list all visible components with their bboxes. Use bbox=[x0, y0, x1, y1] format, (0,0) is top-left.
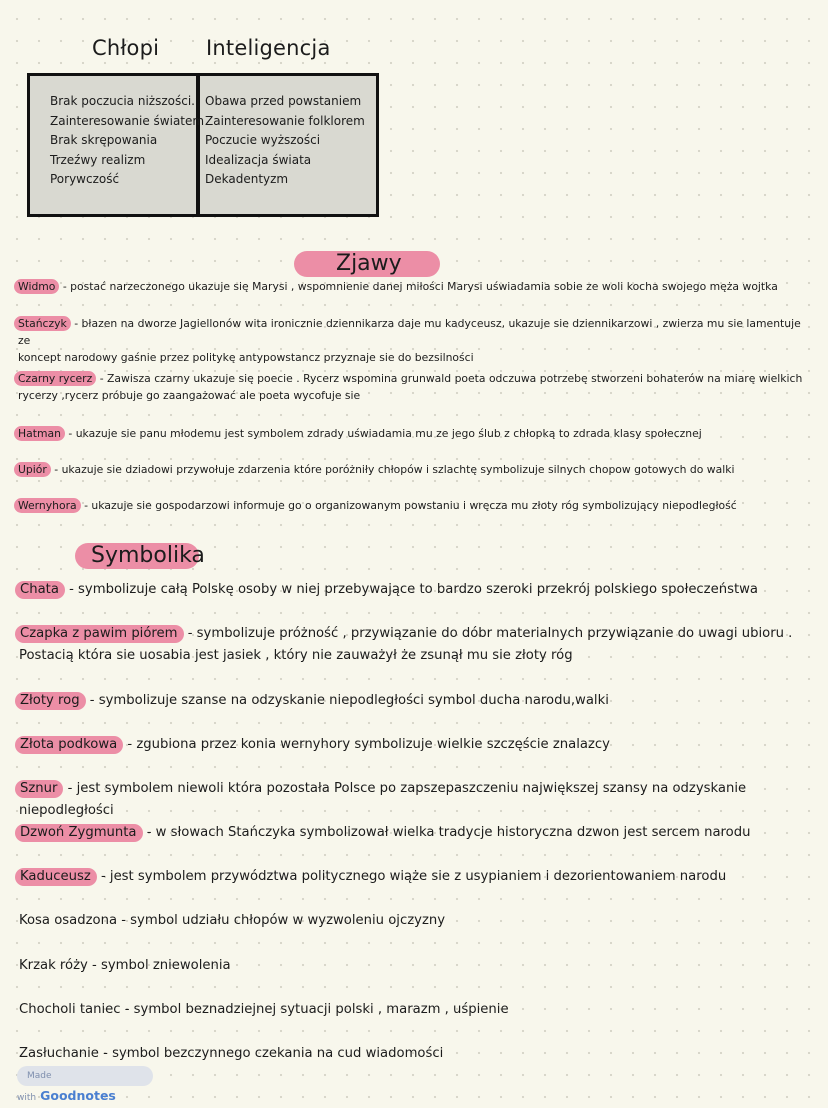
term-description: - błazen na dworze Jagiellonów wita ironicznie dziennikarza daje mu kadyceusz, ukazuje sie dziennikarzowi , zwierza mu sie lamentuje ze bbox=[18, 317, 801, 347]
term-name: Krzak róży bbox=[19, 958, 88, 973]
section-title-symbolika: Symbolika bbox=[75, 543, 199, 569]
heading-inteligencja: Inteligencja bbox=[206, 36, 331, 60]
list-item bbox=[19, 1043, 819, 1065]
table-cell: Idealizacja świata bbox=[205, 152, 312, 167]
term-highlight: Złoty rog bbox=[15, 692, 86, 710]
term-description: - symbol bezczynnego czekania na cud wiadomości bbox=[103, 1046, 444, 1061]
term-description: - ukazuje sie gospodarzowi informuje go o organizowanym powstaniu i wręcza mu złoty róg symbolizujący niepodległość bbox=[84, 499, 737, 512]
list-item bbox=[19, 822, 819, 844]
list-item bbox=[19, 579, 819, 601]
list-item bbox=[19, 910, 819, 932]
goodnotes-badge[interactable] bbox=[17, 1066, 153, 1103]
table-cell: Zainteresowanie światem bbox=[50, 113, 205, 128]
term-highlight: Hatman bbox=[14, 426, 65, 441]
term-description: - Zawisza czarny ukazuje się poecie . Rycerz wspomina grunwald poeta odczuwa potrzebę stworzeni bohaterów na miarę wielkich bbox=[99, 372, 803, 385]
list-item bbox=[19, 623, 819, 667]
table-column-chlopi bbox=[50, 92, 204, 190]
term-highlight: Wernyhora bbox=[14, 498, 81, 513]
list-item bbox=[18, 425, 808, 442]
term-description-cont: Postacią która sie uosabia jest jasiek , który nie zauważył że zsunął mu sie złoty róg bbox=[19, 648, 573, 663]
list-item bbox=[19, 999, 819, 1021]
term-description: - jest symbolem niewoli która pozostała Polsce po zapszepaszczeniu największej szansy na odzyskanie niepodległości bbox=[19, 781, 747, 818]
term-description-cont: koncept narodowy gaśnie przez politykę antypowstancz przyznaje sie do bezsilności bbox=[18, 351, 474, 364]
comparison-table bbox=[27, 73, 379, 217]
term-description: - zgubiona przez konia wernyhory symbolizuje wielkie szczęście znalazcy bbox=[127, 737, 610, 752]
term-description: - jest symbolem przywództwa politycznego wiąże sie z usypianiem i dezorientowaniem narodu bbox=[100, 869, 727, 884]
table-cell: Porywczość bbox=[50, 172, 120, 186]
term-name: Kosa osadzona bbox=[19, 913, 118, 928]
list-item bbox=[19, 866, 819, 888]
term-description: - symbol zniewolenia bbox=[92, 958, 231, 973]
table-cell: Trzeźwy realizm bbox=[50, 152, 146, 167]
term-description: - ukazuje sie panu młodemu jest symbolem zdrady uświadamia mu ze jego ślub z chłopką to zdrada klasy społecznej bbox=[68, 427, 702, 440]
section-title-zjawy: Zjawy bbox=[294, 251, 440, 277]
list-item bbox=[18, 461, 808, 478]
term-description: - symbolizuje próżność , przywiązanie do dóbr materialnych przywiązanie do uwagi ubioru . bbox=[187, 626, 793, 641]
term-description: - symbolizuje szanse na odzyskanie niepodległości symbol ducha narodu,walki bbox=[89, 693, 609, 708]
term-highlight: Sznur bbox=[15, 780, 63, 798]
table-cell: Dekadentyzm bbox=[205, 172, 289, 186]
term-highlight: Stańczyk bbox=[14, 316, 71, 331]
term-description: - symbolizuje całą Polskę osoby w niej przebywające to bardzo szeroki przekrój polskiego społeczeństwa bbox=[69, 582, 758, 597]
term-name: Zasłuchanie bbox=[19, 1046, 99, 1061]
list-item bbox=[18, 497, 808, 514]
table-cell: Obawa przed powstaniem bbox=[205, 94, 362, 108]
term-highlight: Chata bbox=[15, 581, 65, 599]
term-highlight: Czarny rycerz bbox=[14, 371, 96, 386]
table-cell: Poczucie wyższości bbox=[205, 133, 321, 147]
table-cell: Brak skrępowania bbox=[50, 133, 158, 147]
table-cell: Zainteresowanie folklorem bbox=[205, 113, 365, 128]
term-highlight: Czapka z pawim piórem bbox=[15, 625, 184, 643]
list-item bbox=[19, 734, 819, 756]
term-description: - symbol beznadziejnej sytuacji polski , marazm , uśpienie bbox=[124, 1002, 509, 1017]
term-highlight: Złota podkowa bbox=[15, 736, 123, 754]
term-highlight: Widmo bbox=[14, 279, 59, 294]
heading-chlopi: Chłopi bbox=[92, 36, 160, 60]
term-description: - ukazuje sie dziadowi przywołuje zdarzenia które poróżniły chłopów i szlachtę symbolizuje silnych chopow gotowych do walki bbox=[54, 463, 735, 476]
term-description: - symbol udziału chłopów w wyzwoleniu ojczyzny bbox=[121, 913, 446, 928]
list-item bbox=[19, 955, 819, 977]
table-cell: Brak poczucia niższości. bbox=[50, 94, 195, 108]
term-description: - w słowach Stańczyka symbolizował wielka tradycje historyczna dzwon jest sercem narodu bbox=[146, 825, 751, 840]
table-column-inteligencja bbox=[205, 92, 365, 190]
term-description-cont: rycerzy ,rycerz próbuje go zaangażować ale poeta wycofuje sie bbox=[18, 389, 361, 402]
list-item bbox=[18, 315, 808, 366]
list-item bbox=[19, 778, 819, 822]
list-item bbox=[18, 370, 808, 404]
term-highlight: Upiór bbox=[14, 462, 51, 477]
term-highlight: Dzwoń Zygmunta bbox=[15, 824, 143, 842]
term-description: - postać narzeczonego ukazuje się Marysi , wspomnienie danej miłości Marysi uświadamia sobie ze woli kocha swojego męża wojtka bbox=[62, 280, 778, 293]
goodnotes-logo: Goodnotes bbox=[40, 1088, 116, 1103]
brand-prefix: Made with bbox=[17, 1071, 52, 1103]
list-item bbox=[18, 278, 808, 295]
term-name: Chocholi taniec bbox=[19, 1002, 121, 1017]
term-highlight: Kaduceusz bbox=[15, 868, 97, 886]
list-item bbox=[19, 690, 819, 712]
